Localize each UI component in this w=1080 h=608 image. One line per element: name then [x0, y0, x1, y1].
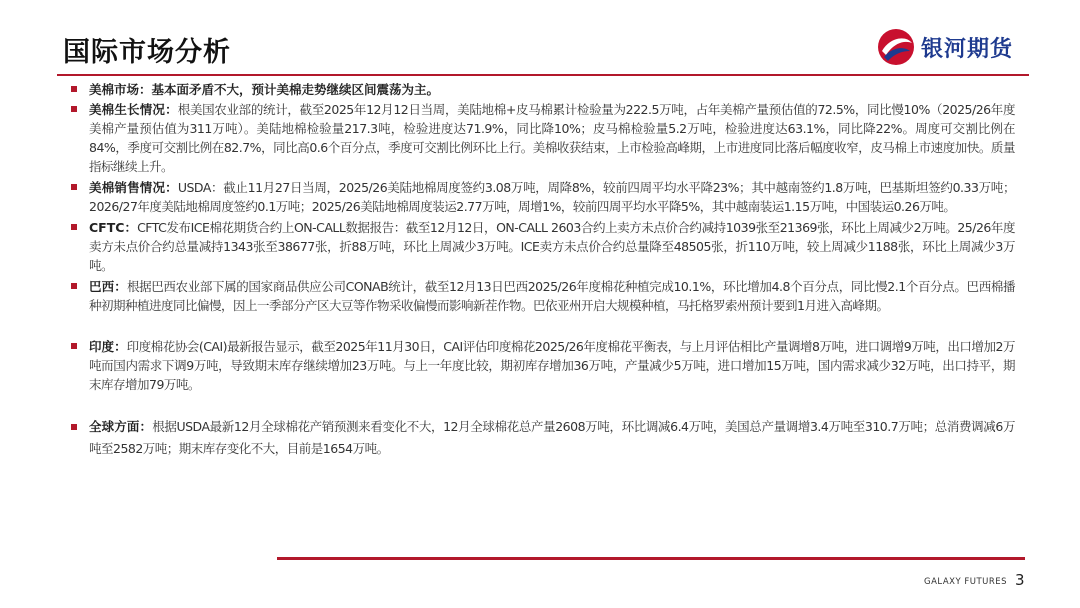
bullet-lead: 印度：: [89, 339, 127, 354]
bullet-global: [70, 416, 1015, 460]
bullet-us-cotton-market: [70, 80, 1015, 99]
company-logo: [876, 27, 1036, 67]
bullet-us-growth: [70, 100, 1015, 176]
page-number: 3: [1015, 571, 1025, 589]
bullet-us-sales: [70, 178, 1015, 216]
bullet-marker-icon: [71, 86, 77, 92]
footer-brand: GALAXY FUTURES: [924, 577, 1008, 587]
bullet-text: USDA：截止11月27日当周，2025/26美陆地棉周度签约3.08万吨，周降8%，较前四周平均水平降23%；其中越南签约1.8万吨，巴基斯坦签约0.33万吨；2026/27年度美陆地棉周度签约0.1万吨；2025/26美陆地棉周度装运2.77万吨，周增1%，较前四周平均水平降5%，其中越南装运1.15万吨，中国装运0.26万吨。: [89, 180, 1015, 214]
bullet-lead: 巴西：: [89, 279, 127, 294]
footer-divider: [277, 557, 1025, 560]
bullet-marker-icon: [71, 184, 77, 190]
bullet-marker-icon: [71, 424, 77, 430]
page-title: 国际市场分析: [63, 37, 231, 68]
bullet-text: 根据USDA最新12月全球棉花产销预测来看变化不大，12月全球棉花总产量2608万吨，环比调减6.4万吨，美国总产量调增3.4万吨至310.7万吨；总消费调减6万吨至2582万吨；期末库存变化不大，目前是1654万吨。: [89, 419, 1015, 456]
bullet-cftc: [70, 218, 1015, 275]
bullet-brazil: [70, 277, 1015, 315]
bullet-text: 根美国农业部的统计，截至2025年12月12日当周，美陆地棉+皮马棉累计检验量为222.5万吨，占年美棉产量预估值的72.5%，同比慢10%（2025/26年度美棉产量预估值为311万吨）。美陆地棉检验量217.3吨，检验进度达71.9%，同比降10%；皮马棉检验量5.2万吨，检验进度达63.1%，同比降22%。周度可交割比例在84%，季度可交割比例在82.7%，同比高0.6个百分点，季度可交割比例环比上行。美棉收获结束，上市检验高峰期，上市进度同比落后幅度收窄，皮马棉上市速度加快。质量指标继续上升。: [89, 102, 1015, 174]
bullet-text: 根据巴西农业部下属的国家商品供应公司CONAB统计，截至12月13日巴西2025/26年度棉花种植完成10.1%，环比增加4.8个百分点，同比慢2.1个百分点。巴西棉播种初期种植进度同比偏慢，因上一季部分产区大豆等作物采收偏慢而影响新茬作物。巴依亚州开启大规模种植，马托格罗索州预计要到1月进入高峰期。: [89, 279, 1015, 313]
bullet-india: [70, 337, 1015, 394]
brand-name: 银河期货: [921, 37, 1014, 62]
galaxy-logo-icon: [876, 27, 916, 67]
bullet-marker-icon: [71, 343, 77, 349]
bullet-lead: 美棉市场：: [89, 82, 152, 97]
bullet-text: CFTC发布ICE棉花期货合约上ON-CALL数据报告：截至12月12日，ON-CALL 2603合约上卖方未点价合约减持1039张至21369张，环比上周减少2万吨。25/26年度卖方未点价合约总量减持1343张至38677张，折88万吨，环比上周减少3万吨。ICE卖方未点价合约总量降至48505张，折110万吨，较上周减少1188张，环比上周减少3万吨。: [89, 220, 1016, 273]
bullet-text: 基本面矛盾不大，预计美棉走势继续区间震荡为主。: [151, 82, 440, 97]
bullet-list: [70, 80, 1015, 460]
bullet-text: 印度棉花协会(CAI)最新报告显示，截至2025年11月30日，CAI评估印度棉花2025/26年度棉花平衡表，与上月评估相比产量调增8万吨，进口调增9万吨，出口增加2万吨而国内需求下调9万吨，导致期末库存继续增加23万吨。与上一年度比较，期初库存增加36万吨，产量减少5万吨，进口增加15万吨，国内需求减少32万吨，出口持平，期末库存增加79万吨。: [89, 339, 1015, 392]
bullet-marker-icon: [71, 106, 77, 112]
bullet-lead: 美棉生长情况：: [89, 102, 178, 117]
bullet-marker-icon: [71, 283, 77, 289]
header-divider: [57, 74, 1029, 76]
bullet-lead: CFTC：: [89, 220, 138, 235]
bullet-lead: 全球方面：: [89, 419, 153, 434]
bullet-lead: 美棉销售情况：: [89, 180, 178, 195]
bullet-marker-icon: [71, 224, 77, 230]
